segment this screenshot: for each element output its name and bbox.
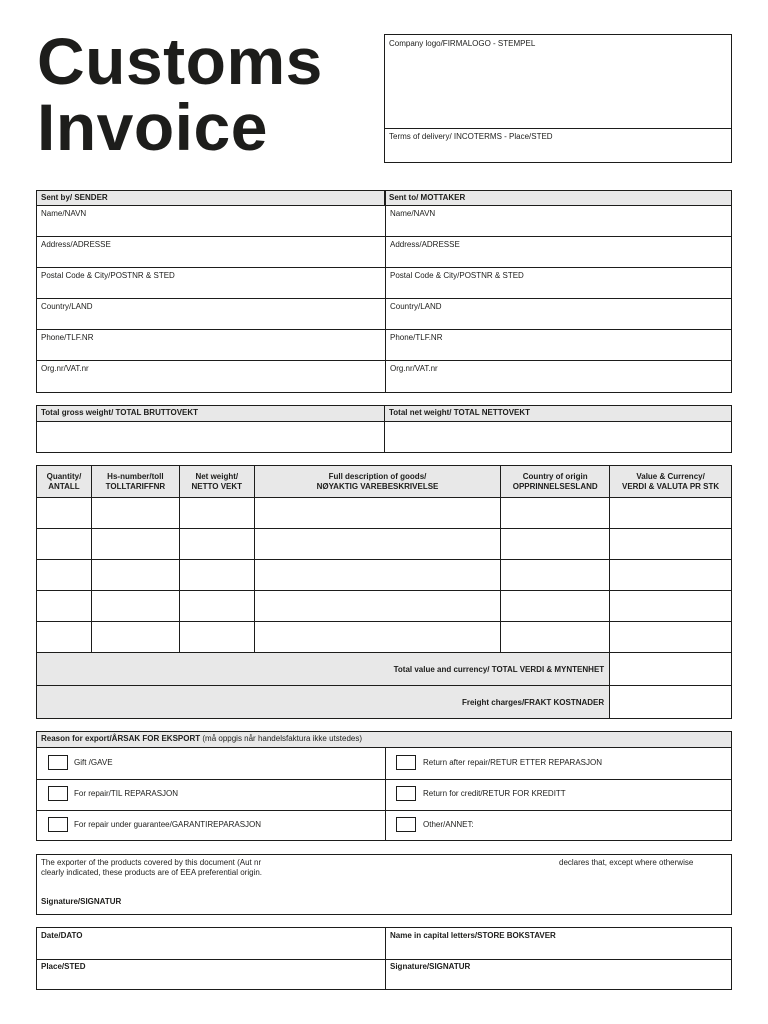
description-cell[interactable] [254, 560, 501, 591]
sender-phone-field[interactable]: Phone/TLF.NR [41, 333, 94, 342]
origin-cell[interactable] [501, 529, 610, 560]
net-weight-cell[interactable] [179, 560, 254, 591]
sender-country-field[interactable]: Country/LAND [41, 302, 93, 311]
return-for-credit-label: Return for credit/RETUR FOR KREDITT [423, 789, 566, 798]
goods-row [37, 622, 732, 653]
column-divider [385, 748, 386, 840]
row-divider [37, 959, 731, 960]
goods-row [37, 498, 732, 529]
sender-header: Sent by/ SENDER [37, 191, 385, 206]
goods-row [37, 591, 732, 622]
weights-section [36, 405, 732, 453]
column-header: Full description of goods/ NØYAKTIG VAREBESKRIVELSE [254, 466, 501, 498]
net-weight-cell[interactable] [179, 622, 254, 653]
receiver-header: Sent to/ MOTTAKER [385, 191, 731, 206]
quantity-cell[interactable] [37, 591, 92, 622]
goods-table [36, 465, 732, 719]
gift-label: Gift /GAVE [74, 758, 113, 767]
hs-number-cell[interactable] [91, 560, 179, 591]
origin-cell[interactable] [501, 498, 610, 529]
row-divider [37, 810, 731, 811]
column-header: Hs-number/toll TOLLTARIFFNR [91, 466, 179, 498]
value-cell[interactable] [610, 560, 732, 591]
receiver-orgnr-field[interactable]: Org.nr/VAT.nr [390, 364, 438, 373]
sender-postal-field[interactable]: Postal Code & City/POSTNR & STED [41, 271, 175, 280]
reason-header [37, 732, 731, 748]
gross-weight-label: Total gross weight/ TOTAL BRUTTOVEKT [37, 406, 385, 422]
net-weight-label: Total net weight/ TOTAL NETTOVEKT [385, 406, 731, 422]
description-cell[interactable] [254, 622, 501, 653]
total-value-label: Total value and currency/ TOTAL VERDI & MYNTENHET [37, 653, 610, 686]
row-divider [37, 779, 731, 780]
declaration-text-part1: The exporter of the products covered by this document (Aut nr [41, 858, 262, 867]
place-field[interactable]: Place/STED [41, 962, 86, 971]
quantity-cell[interactable] [37, 529, 92, 560]
reason-header-note: (må oppgis når handelsfaktura ikke utstedes) [200, 734, 363, 743]
description-cell[interactable] [254, 529, 501, 560]
repair-label: For repair/TIL REPARASJON [74, 789, 179, 798]
value-cell[interactable] [610, 591, 732, 622]
company-logo-label: Company logo/FIRMALOGO - STEMPEL [389, 39, 536, 48]
goods-row [37, 529, 732, 560]
repair-guarantee-checkbox[interactable] [48, 817, 68, 832]
net-weight-cell[interactable] [179, 591, 254, 622]
value-cell[interactable] [610, 622, 732, 653]
title-line-1: Customs [37, 24, 323, 98]
quantity-cell[interactable] [37, 622, 92, 653]
declaration-signature-label[interactable]: Signature/SIGNATUR [41, 897, 122, 906]
receiver-address-field[interactable]: Address/ADRESSE [390, 240, 460, 249]
hs-number-cell[interactable] [91, 498, 179, 529]
sender-orgnr-field[interactable]: Org.nr/VAT.nr [41, 364, 89, 373]
gift-checkbox[interactable] [48, 755, 68, 770]
column-header: Net weight/ NETTO VEKT [179, 466, 254, 498]
date-field[interactable]: Date/DATO [41, 931, 83, 940]
document-title [37, 24, 323, 164]
return-after-repair-label: Return after repair/RETUR ETTER REPARASJON [423, 758, 603, 767]
party-row [37, 206, 731, 237]
freight-charges-label: Freight charges/FRAKT KOSTNADER [37, 686, 610, 719]
party-row [37, 330, 731, 361]
net-weight-input[interactable] [385, 422, 731, 452]
reason-header-title: Reason for export/ÅRSAK FOR EKSPORT [41, 734, 201, 743]
party-row [37, 361, 731, 392]
hs-number-cell[interactable] [91, 591, 179, 622]
name-capitals-field[interactable]: Name in capital letters/STORE BOKSTAVER [390, 931, 556, 940]
repair-guarantee-label: For repair under guarantee/GARANTIREPARASJON [74, 820, 262, 829]
origin-cell[interactable] [501, 622, 610, 653]
other-label: Other/ANNET: [423, 820, 474, 829]
value-cell[interactable] [610, 498, 732, 529]
parties-section [36, 190, 732, 393]
quantity-cell[interactable] [37, 560, 92, 591]
declaration-text-line2: clearly indicated, these products are of EEA preferential origin. [41, 868, 263, 877]
goods-header-row [37, 466, 732, 498]
other-checkbox[interactable] [396, 817, 416, 832]
column-header: Country of origin OPPRINNELSESLAND [501, 466, 610, 498]
party-row [37, 268, 731, 299]
logo-terms-box [384, 34, 732, 163]
receiver-phone-field[interactable]: Phone/TLF.NR [390, 333, 443, 342]
party-row [37, 299, 731, 330]
declaration-text-part2: declares that, except where otherwise [559, 858, 694, 867]
hs-number-cell[interactable] [91, 622, 179, 653]
net-weight-cell[interactable] [179, 529, 254, 560]
footer-signature-field[interactable]: Signature/SIGNATUR [390, 962, 471, 971]
receiver-country-field[interactable]: Country/LAND [390, 302, 442, 311]
title-line-2: Invoice [37, 90, 268, 164]
receiver-postal-field[interactable]: Postal Code & City/POSTNR & STED [390, 271, 524, 280]
total-value-cell[interactable] [610, 653, 732, 686]
description-cell[interactable] [254, 591, 501, 622]
net-weight-cell[interactable] [179, 498, 254, 529]
column-header: Value & Currency/ VERDI & VALUTA PR STK [610, 466, 732, 498]
declaration-section [36, 854, 732, 915]
freight-charges-cell[interactable] [610, 686, 732, 719]
value-cell[interactable] [610, 529, 732, 560]
receiver-name-field[interactable]: Name/NAVN [390, 209, 436, 218]
gross-weight-input[interactable] [37, 422, 385, 452]
party-row [37, 237, 731, 268]
divider [385, 128, 731, 129]
origin-cell[interactable] [501, 591, 610, 622]
sender-name-field[interactable]: Name/NAVN [41, 209, 87, 218]
origin-cell[interactable] [501, 560, 610, 591]
footer-section [36, 927, 732, 990]
reason-for-export-section [36, 731, 732, 841]
repair-checkbox[interactable] [48, 786, 68, 801]
goods-row [37, 560, 732, 591]
terms-of-delivery-label: Terms of delivery/ INCOTERMS - Place/STED [389, 132, 553, 141]
column-header: Quantity/ ANTALL [37, 466, 92, 498]
return-after-repair-checkbox[interactable] [396, 755, 416, 770]
description-cell[interactable] [254, 498, 501, 529]
hs-number-cell[interactable] [91, 529, 179, 560]
total-row [37, 653, 732, 686]
freight-row [37, 686, 732, 719]
return-for-credit-checkbox[interactable] [396, 786, 416, 801]
quantity-cell[interactable] [37, 498, 92, 529]
sender-address-field[interactable]: Address/ADRESSE [41, 240, 111, 249]
